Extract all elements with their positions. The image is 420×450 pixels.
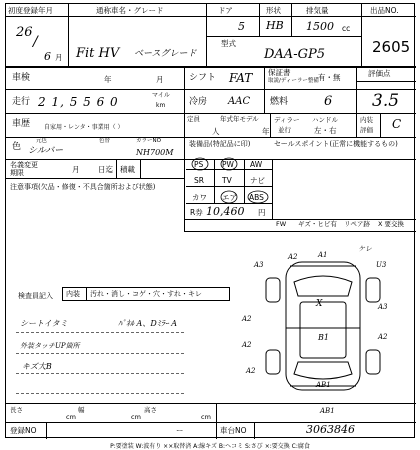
dash-line-3: [16, 373, 184, 374]
name-change-day: 日迄: [98, 165, 113, 174]
reg-no-dash: ー: [176, 426, 184, 435]
header-bottom-line: [6, 66, 416, 68]
equipment-circles: [186, 153, 272, 213]
chip-scratch: ギズ・ヒビ有: [298, 220, 337, 228]
name-change-label: 名義変更: [10, 161, 38, 169]
mark-a2-left-1: A2: [242, 315, 252, 323]
chassis-value: 3063846: [306, 423, 355, 436]
model-value: DAA-GP5: [264, 47, 325, 62]
chip-replace: X 要交換: [378, 220, 405, 228]
mid-divider: [184, 66, 185, 231]
mark-u3: U3: [376, 261, 387, 269]
reg-no-label: 登録NO: [10, 426, 37, 435]
rv-value: 10,460: [206, 205, 245, 218]
notes-label: 注意事項(欠品・修復・不具合箇所および状態): [10, 183, 156, 191]
warranty-divider: [264, 66, 265, 113]
score-divider: [356, 66, 357, 137]
doors-row-line: [206, 36, 361, 37]
mark-x-roof: X: [316, 299, 323, 309]
name-change-sub: 期限: [10, 169, 24, 177]
mark-ab1-bumper: AB1: [320, 407, 335, 415]
fuel-label: 燃料: [270, 97, 289, 107]
wheel-rear-right: [366, 350, 380, 374]
header-col-4: [291, 4, 292, 36]
mark-ab1-rear: AB1: [316, 381, 331, 389]
inspector-interior-label: 内装: [66, 290, 80, 298]
rv-label: R券: [190, 208, 203, 217]
length-label: 長さ: [10, 406, 23, 414]
width-label: 幅: [78, 406, 85, 414]
displacement-value: 1500: [306, 20, 334, 33]
reg-month-value: 6: [44, 50, 51, 63]
handle-value: 左・右: [314, 126, 337, 135]
name-change-line: [6, 178, 184, 179]
score-label: 評価点: [368, 69, 391, 78]
inspector-box-divider: [86, 287, 87, 301]
equip-ps: PS: [194, 160, 204, 169]
inspector-line-1b: ﾊﾟﾈﾙ A、Dﾐﾗｰ A: [118, 319, 178, 328]
dash-line-4: [16, 393, 184, 394]
wheel-front-right: [366, 278, 380, 302]
inspection-year-unit: 年: [104, 75, 112, 84]
reg-year-label: 初度登録年月: [8, 6, 53, 15]
height-unit: cm: [201, 413, 211, 421]
shape-value: HB: [266, 19, 284, 32]
capacity-unit: 人: [212, 127, 220, 136]
warranty-yes: 有・無: [318, 73, 341, 82]
footer-divider: [216, 403, 217, 439]
loading-divider-2: [140, 159, 141, 178]
inspector-line-3: キズ大B: [22, 362, 52, 371]
equip-sr: SR: [194, 176, 204, 185]
grade-value: ベースグレード: [134, 49, 197, 59]
equip-abs: ABS: [249, 193, 264, 202]
color-value: シルバー: [28, 146, 64, 156]
ac-value: AAC: [228, 96, 251, 107]
mileage-unit-km: km: [156, 102, 166, 109]
reg-year-value: 26: [16, 25, 33, 40]
inspector-line-2: 外装タッチUP箇所: [20, 342, 80, 350]
header-col-2: [206, 4, 207, 66]
interior-divider: [380, 113, 381, 137]
equip-label: 装備品(特記品に印): [189, 140, 251, 148]
auction-sheet: [5, 3, 415, 438]
score-value: 3.5: [372, 91, 400, 111]
lot-value: 2605: [372, 38, 411, 56]
inspector-interior-items: 汚れ・消し・コゲ・穴・すれ・キレ: [90, 290, 202, 298]
dash-line-2: [16, 353, 184, 354]
inspection-label: 車検: [12, 73, 31, 83]
dealer-label: ディラー: [274, 116, 300, 124]
dash-line-1: [16, 332, 184, 333]
header-col-1: [68, 4, 69, 66]
car-roof: [300, 299, 346, 358]
ac-label: 冷房: [189, 97, 208, 107]
history-options: 自家用・レンタ・事業用（ ）: [44, 124, 124, 131]
doors-value: 5: [238, 20, 245, 33]
color-no-label: カラーNO: [136, 138, 161, 144]
warranty-sub: 取説/ディーラー整備: [268, 78, 319, 84]
mileage-value: 2 1, 5 5 6 0: [38, 95, 119, 109]
chassis-divider: [254, 422, 255, 439]
wheel-front-left: [266, 278, 280, 302]
width-unit: cm: [131, 413, 141, 421]
reg-no-divider: [46, 422, 47, 439]
mark-a2-front: A2: [288, 253, 298, 261]
header-col-5: [361, 4, 362, 66]
mark-a1-front: A1: [318, 251, 328, 259]
color-label: 色: [12, 142, 22, 152]
lot-label: 出品NO.: [370, 6, 399, 15]
mileage-unit-mile: マイル: [152, 92, 170, 99]
mark-a3-right: A3: [378, 303, 388, 311]
mark-a2-left-2: A2: [242, 341, 252, 349]
loading-divider: [116, 159, 117, 178]
shape-label: 形状: [266, 6, 281, 15]
displacement-label: 排気量: [306, 6, 329, 15]
chip-fw: FW: [276, 220, 287, 228]
equip-navi: ナビ: [250, 176, 265, 185]
equip-airbag: エア: [222, 193, 237, 202]
car-windshield: [294, 276, 352, 296]
length-unit: cm: [66, 413, 76, 421]
inspector-line-1: シートイタミ: [20, 319, 68, 328]
header-col-3: [259, 4, 260, 36]
shift-label: シフト: [189, 73, 217, 83]
car-name-label: 通称車名・グレード: [96, 6, 164, 15]
damage-code-legend: P:要塗装 W:波有り ××取替済 A:線キズ B:ヘコミ S:さび ×:要交換 C:腐食: [110, 443, 310, 450]
interior-value: C: [392, 117, 402, 131]
inspection-month-unit: 月: [156, 75, 164, 84]
reg-month-unit: 月: [55, 53, 63, 62]
equip-pw: PW: [222, 160, 234, 169]
year-model-label: 年式年モデル: [220, 115, 259, 123]
height-label: 高さ: [144, 406, 157, 414]
shift-value: FAT: [229, 71, 253, 85]
dealer-sub: 並行: [278, 126, 291, 134]
doors-label: ドア: [218, 6, 233, 15]
color-no-value: NH700M: [136, 148, 174, 157]
history-label: 車歴: [12, 119, 31, 129]
mark-b1: B1: [318, 333, 329, 342]
displacement-unit: cc: [342, 24, 351, 33]
loading-label: 積載: [120, 165, 135, 174]
equip-leather: カワ: [192, 193, 207, 202]
fuel-value: 6: [324, 94, 333, 109]
mileage-label: 走行: [12, 97, 31, 107]
rv-unit: 円: [258, 208, 266, 217]
chips-bottom-line: [184, 231, 416, 232]
score-line: [356, 81, 416, 82]
dealer-divider: [270, 113, 271, 137]
equip-tv: TV: [222, 176, 232, 185]
interior-sub: 評価: [360, 126, 373, 134]
warranty-label: 保証書: [268, 68, 291, 77]
car-rear-window: [294, 362, 352, 379]
inspection-row-line: [6, 89, 416, 90]
wheel-rear-left: [266, 350, 280, 374]
mark-a2-rear-left: A2: [246, 367, 256, 375]
mark-a3-front-left: A3: [254, 261, 264, 269]
equip-divider: [272, 159, 273, 219]
car-name-value: Fit HV: [76, 46, 120, 61]
name-change-month: 月: [72, 165, 80, 174]
slash-mark: /: [33, 34, 38, 50]
year-model-unit: 年: [262, 127, 270, 136]
mark-a2-right: A2: [378, 333, 388, 341]
sales-point-label: セールスポイント(正常に機能するもの): [274, 140, 398, 148]
chassis-label: 車台NO: [220, 426, 247, 435]
color-current-label: 色替: [99, 138, 111, 144]
color-orig-label: 元色: [36, 138, 48, 144]
handle-label: ハンドル: [312, 116, 338, 124]
capacity-label: 定員: [187, 115, 200, 123]
equip-aw: AW: [250, 160, 263, 169]
history-row-line: [6, 137, 416, 138]
mileage-row-line: [6, 113, 416, 114]
interior-label: 内装: [360, 116, 373, 124]
chip-repair: リペア跡: [344, 220, 370, 228]
model-label: 型式: [221, 39, 236, 48]
car-damage-diagram: [256, 244, 396, 404]
inspector-label: 検査員記入: [18, 292, 53, 300]
mark-kere: ケレ: [358, 245, 372, 253]
